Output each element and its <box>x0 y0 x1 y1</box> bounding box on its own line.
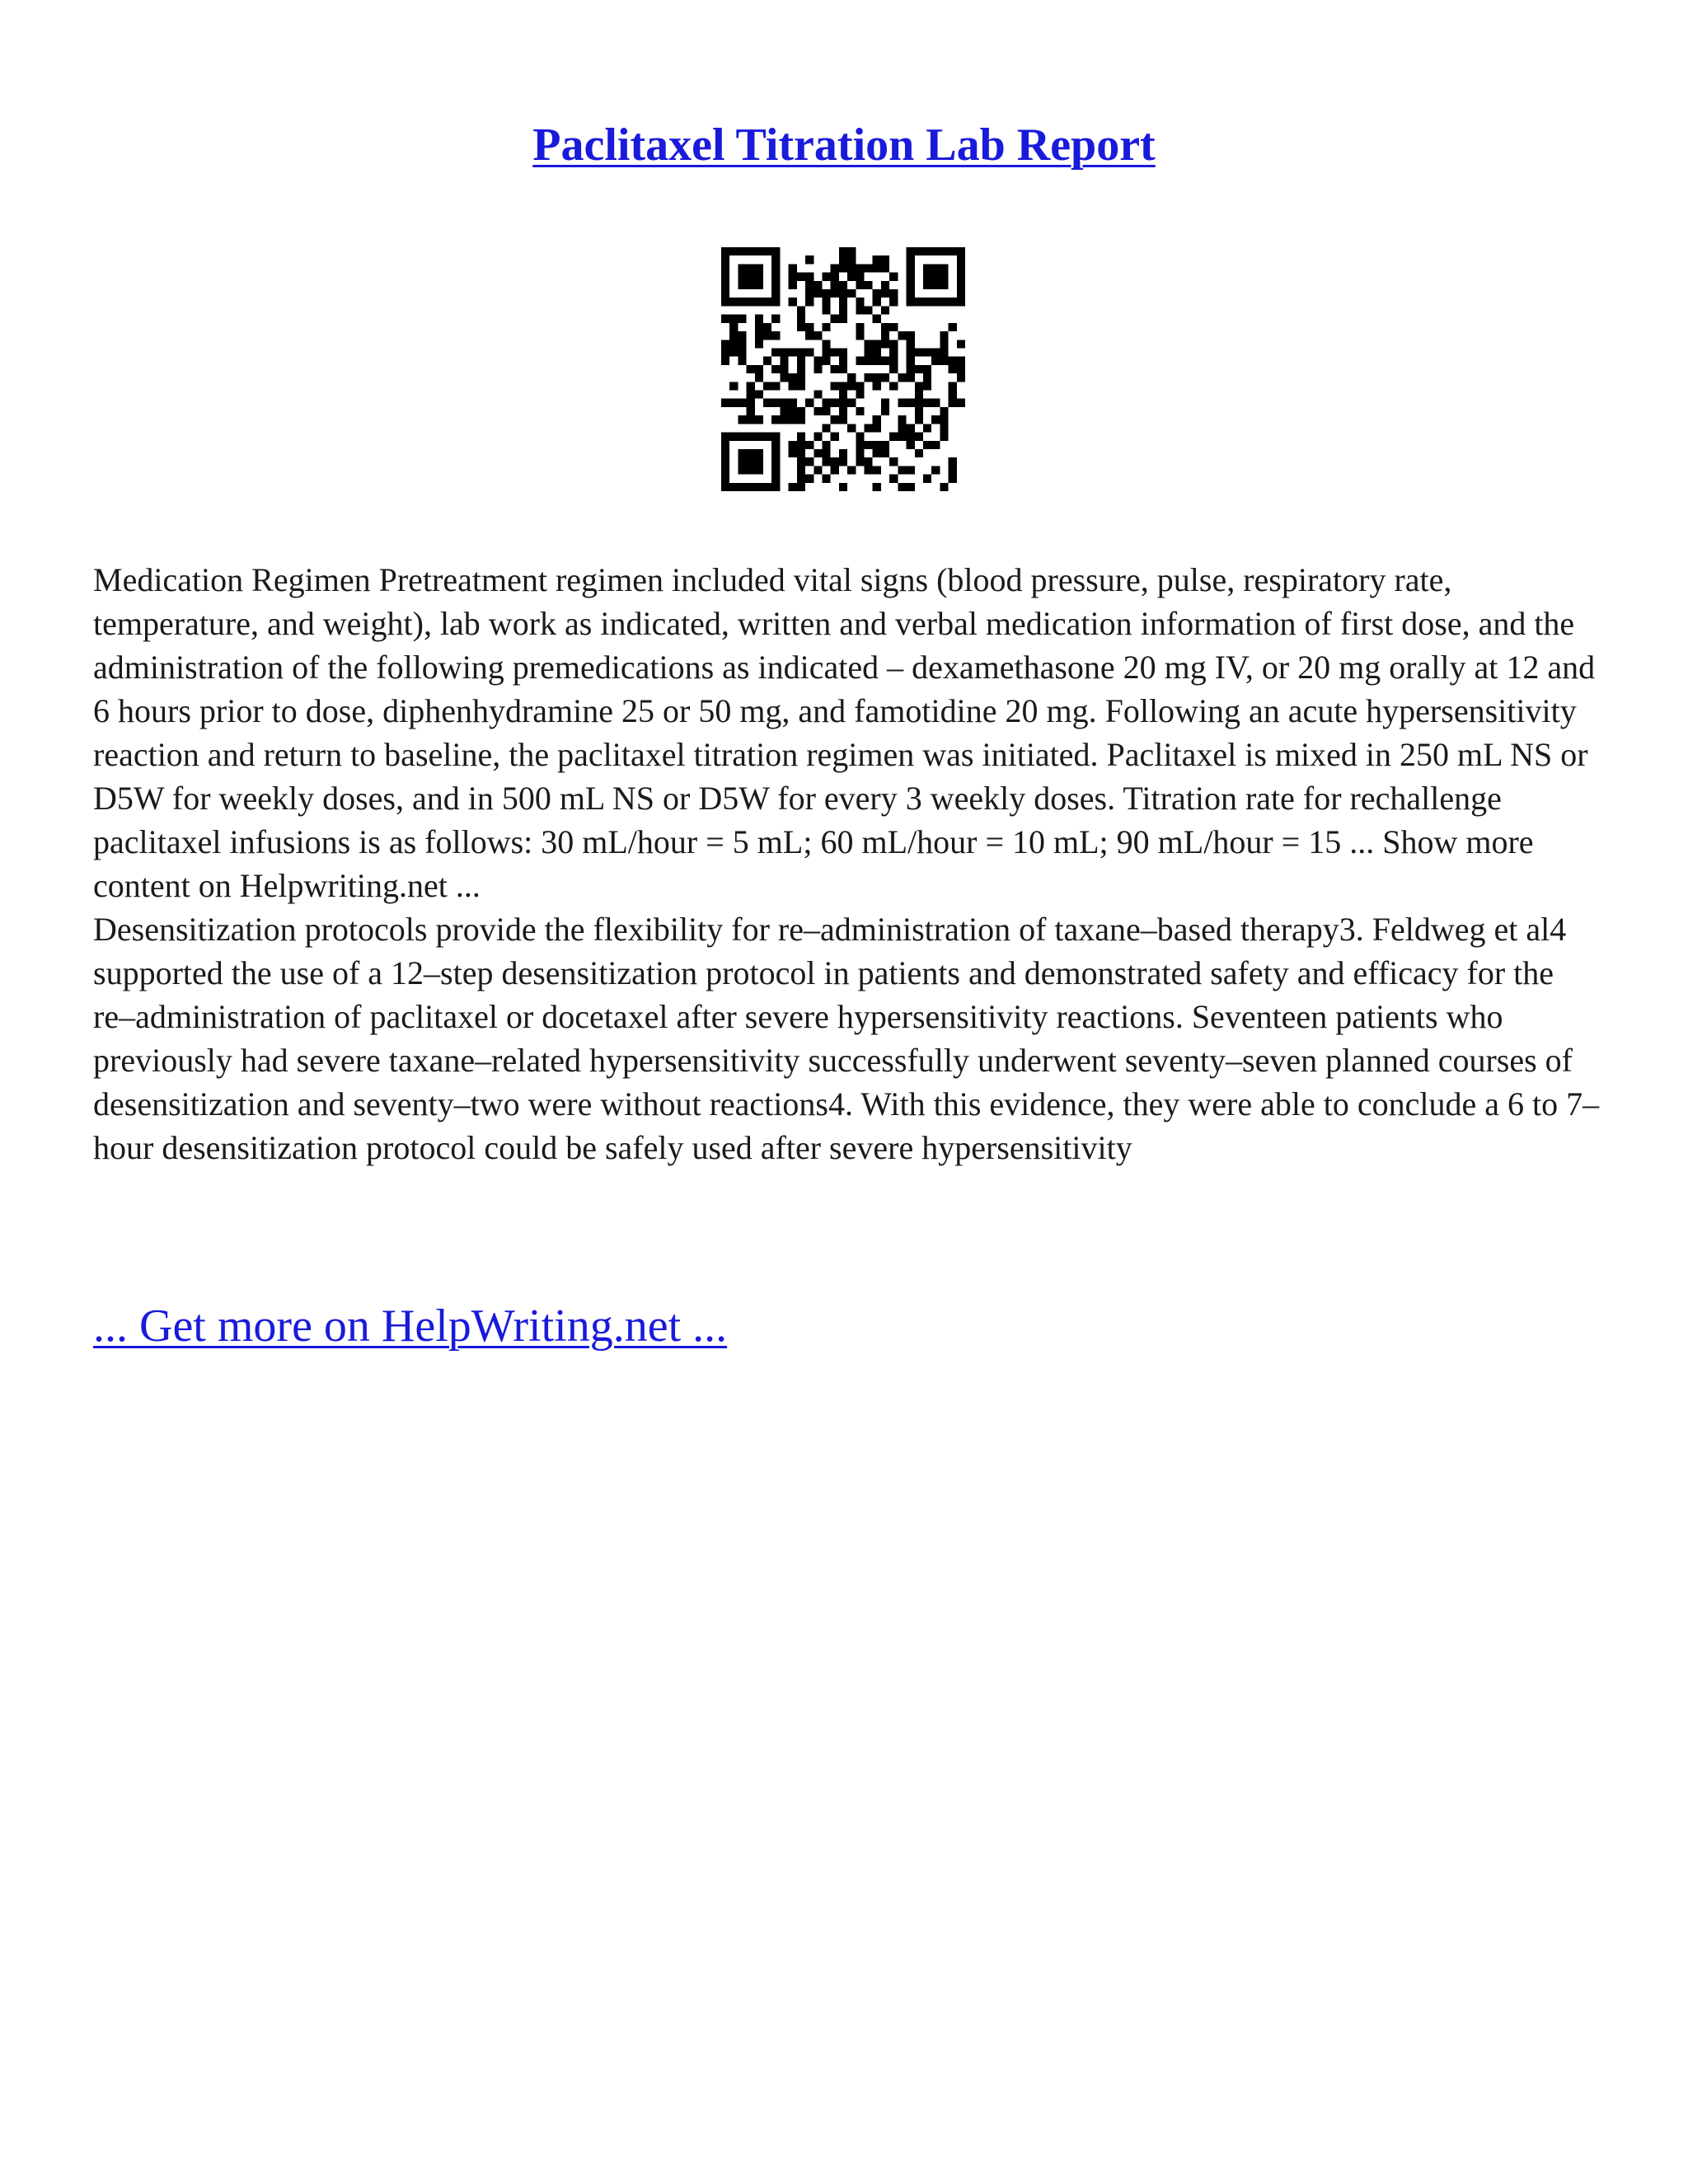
paragraph-regimen: Medication Regimen Pretreatment regimen included vital signs (blood pressure, pulse, respiratory rate, temperature, and weight), lab work as indicated, written and verbal medication information of first dose, and the administration of the following premedications as indicated – dexamethasone 20 mg IV, or 20 mg orally at 12 and 6 hours prior to dose, diphenhydramine 25 or 50 mg, and famotidine 20 mg. Following an acute hypersensitivity reaction and return to baseline, the paclitaxel titration regimen was initiated. Paclitaxel is mixed in 250 mL NS or D5W for weekly doses, and in 500 mL NS or D5W for every 3 weekly doses. Titration rate for rechallenge paclitaxel infusions is as follows: 30 mL/hour = 5 mL; 60 mL/hour = 10 mL; 90 mL/hour = 15 ... Show more content on Helpwriting.net ... <box>93 561 1596 904</box>
body-text <box>93 558 1601 1169</box>
qr-code-graphic <box>721 247 965 491</box>
title-link[interactable]: Paclitaxel Titration Lab Report <box>532 120 1156 171</box>
get-more-link-container <box>93 1296 727 1356</box>
page-title <box>0 115 1688 175</box>
paragraph-desensitization: Desensitization protocols provide the flexibility for re–administration of taxane–based therapy3. Feldweg et al4 supported the use of a 12–step desensitization protocol in patients and demonstrated safety and efficacy for the re–administration of paclitaxel or docetaxel after severe hypersensitivity reactions. Seventeen patients who previously had severe taxane–related hypersensitivity successfully underwent seventy–seven planned courses of desensitization and seventy–two were without reactions4. With this evidence, they were able to conclude a 6 to 7–hour desensitization protocol could be safely used after severe hypersensitivity <box>93 911 1600 1166</box>
qr-code-icon <box>721 247 965 491</box>
get-more-link[interactable]: ... Get more on HelpWriting.net ... <box>93 1301 728 1352</box>
